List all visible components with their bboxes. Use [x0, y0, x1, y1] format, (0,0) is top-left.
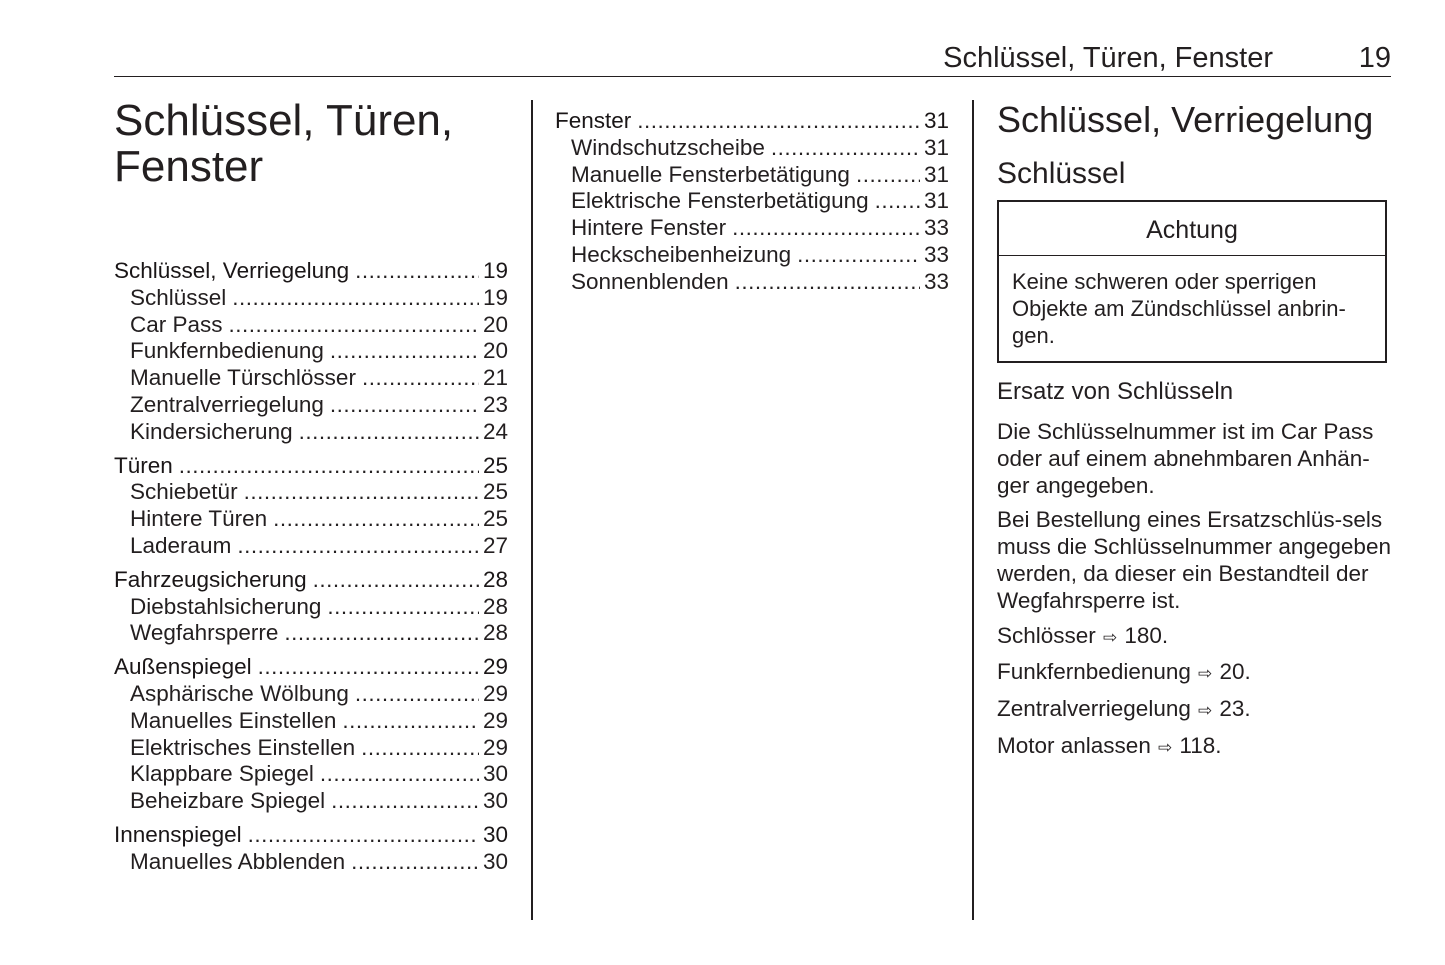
toc-entry-label: Schiebetür: [130, 479, 238, 505]
toc-entry-label: Wegfahrsperre: [130, 620, 279, 646]
toc-entry-label: Asphärische Wölbung: [130, 680, 349, 706]
toc-entry-label: Klappbare Spiegel: [130, 761, 314, 787]
toc-entry-label: Außenspiegel: [114, 654, 252, 680]
toc-entry[interactable]: [555, 269, 949, 296]
toc-entry[interactable]: [114, 419, 508, 446]
toc-entry-page: 19: [482, 258, 508, 283]
toc-leader-dots: [248, 822, 479, 849]
toc-leader-dots: [330, 392, 479, 419]
warning-text: Keine schweren oder sperrigen Objekte am Zündschlüssel anbrin-gen.: [1012, 269, 1346, 348]
toc-entry-label: Windschutzscheibe: [571, 134, 765, 160]
toc-section-entry[interactable]: [114, 258, 508, 285]
toc-entry[interactable]: [114, 365, 508, 392]
toc-entry[interactable]: [114, 285, 508, 312]
toc-entry-label: Elektrische Fensterbetätigung: [571, 188, 869, 214]
toc-leader-dots: [330, 338, 479, 365]
ref-label: Motor anlassen: [997, 732, 1151, 758]
ref-label: Schlösser: [997, 622, 1096, 648]
section-subheading: Schlüssel: [997, 157, 1126, 190]
toc-entry[interactable]: [555, 242, 949, 269]
toc-entry-label: Beheizbare Spiegel: [130, 788, 326, 814]
toc-entry-label: Manuelles Einstellen: [130, 707, 337, 733]
toc-entry-page: 25: [482, 452, 508, 478]
toc-section-entry[interactable]: [555, 108, 949, 135]
toc-entry-label: Schlüssel: [130, 284, 227, 310]
toc-entry[interactable]: [114, 479, 508, 506]
toc-leader-dots: [856, 162, 920, 189]
toc-entry-page: 24: [482, 418, 508, 444]
ref-label: Zentralverriegelung: [997, 696, 1191, 722]
chapter-title-line1: Schlüssel, Türen,: [114, 96, 454, 145]
toc-group: [114, 654, 508, 815]
toc-entry-label: Hintere Türen: [130, 506, 268, 532]
toc-entry-page: 27: [482, 532, 508, 558]
toc-leader-dots: [327, 594, 479, 621]
toc-entry-page: 30: [482, 761, 508, 787]
toc-leader-dots: [179, 453, 479, 480]
toc-section-entry[interactable]: [114, 822, 508, 849]
toc-entry-page: 29: [482, 654, 508, 680]
toc-entry-page: 31: [923, 108, 949, 133]
toc-entry[interactable]: [114, 849, 508, 876]
toc-leader-dots: [244, 479, 479, 506]
toc-leader-dots: [284, 620, 479, 647]
toc-section-entry[interactable]: [114, 453, 508, 480]
toc-entry[interactable]: [114, 312, 508, 339]
toc-entry-label: Fenster: [555, 108, 632, 133]
column-divider-right: [972, 100, 974, 920]
toc-leader-dots: [351, 849, 479, 876]
toc-entry[interactable]: [555, 215, 949, 242]
chapter-title: [114, 98, 514, 190]
toc-entry-page: 20: [482, 338, 508, 364]
cross-reference[interactable]: [997, 659, 1391, 688]
ref-target: 23.: [1219, 696, 1251, 722]
toc-leader-dots: [732, 215, 920, 242]
toc-entry-label: Schlüssel, Verriegelung: [114, 258, 350, 283]
toc-entry-label: Manuelle Fensterbetätigung: [571, 161, 850, 187]
toc-group: [114, 258, 508, 446]
toc-entry-label: Fahrzeugsicherung: [114, 566, 307, 592]
toc-entry-page: 30: [482, 788, 508, 814]
toc-entry[interactable]: [114, 788, 508, 815]
toc-entry-label: Hintere Fenster: [571, 215, 727, 241]
toc-entry-page: 29: [482, 680, 508, 706]
toc-leader-dots: [229, 312, 479, 339]
toc-entry-label: Manuelle Türschlösser: [130, 365, 356, 391]
arrow-right-icon: ⇨: [1198, 664, 1213, 684]
paragraph: Bei Bestellung eines Ersatzschlüs-sels muss die Schlüsselnummer angegeben werden, da dieser ein Bestandteil der Wegfahrsperre ist.: [997, 507, 1391, 613]
toc-entry-label: Kindersicherung: [130, 418, 293, 444]
toc-leader-dots: [355, 681, 479, 708]
arrow-right-icon: ⇨: [1198, 701, 1213, 721]
toc-leader-dots: [361, 735, 479, 762]
toc-entry-label: Funkfernbedienung: [130, 338, 324, 364]
running-header: [114, 40, 1391, 77]
ref-target: 118.: [1179, 732, 1222, 758]
toc-group: [114, 567, 508, 647]
toc-entry[interactable]: [114, 620, 508, 647]
arrow-right-icon: ⇨: [1102, 627, 1118, 647]
toc-group: [555, 108, 949, 296]
toc-entry[interactable]: [114, 681, 508, 708]
toc-entry-label: Elektrisches Einstellen: [130, 734, 356, 760]
toc-leader-dots: [320, 761, 479, 788]
arrow-right-icon: ⇨: [1157, 737, 1173, 757]
toc-entry-page: 28: [482, 620, 508, 646]
warning-title: Achtung: [999, 202, 1385, 256]
toc-entry[interactable]: [114, 533, 508, 560]
toc-entry-label: Diebstahlsicherung: [130, 593, 322, 619]
toc-leader-dots: [331, 788, 479, 815]
toc-entry-label: Türen: [114, 452, 173, 478]
toc-entry-page: 28: [482, 593, 508, 619]
toc-entry-page: 31: [923, 188, 949, 214]
running-header-title: Schlüssel, Türen, Fenster: [943, 42, 1273, 74]
toc-leader-dots: [771, 135, 920, 162]
toc-leader-dots: [355, 258, 479, 285]
toc-leader-dots: [258, 654, 479, 681]
toc-section-entry[interactable]: [114, 567, 508, 594]
toc-leader-dots: [342, 708, 479, 735]
toc-leader-dots: [313, 567, 479, 594]
toc-entry[interactable]: [114, 594, 508, 621]
section-heading: Schlüssel, Verriegelung: [997, 99, 1374, 140]
ref-label: Funkfernbedienung: [997, 659, 1191, 685]
cross-reference[interactable]: [997, 733, 1391, 762]
toc-entry-page: 21: [482, 365, 508, 391]
toc-entry-page: 19: [482, 284, 508, 310]
toc-entry-page: 33: [923, 215, 949, 241]
toc-entry[interactable]: [555, 162, 949, 189]
toc-entry-page: 31: [923, 134, 949, 160]
toc-entry-page: 29: [482, 707, 508, 733]
cross-reference[interactable]: [997, 696, 1391, 725]
subsection-heading: Ersatz von Schlüsseln: [997, 378, 1234, 405]
toc-leader-dots: [232, 285, 479, 312]
toc-entry-page: 25: [482, 506, 508, 532]
toc-entry-page: 33: [923, 241, 949, 267]
toc-entry-page: 31: [923, 161, 949, 187]
warning-box: [997, 200, 1387, 363]
toc-entry[interactable]: [114, 506, 508, 533]
toc-section-entry[interactable]: [114, 654, 508, 681]
toc-leader-dots: [797, 242, 920, 269]
ref-target: 20.: [1219, 659, 1251, 685]
toc-entry[interactable]: [114, 708, 508, 735]
toc-entry-label: Manuelles Abblenden: [130, 848, 346, 874]
toc-middle-column: [555, 108, 949, 303]
ref-target: 180.: [1124, 622, 1169, 648]
toc-group: [114, 453, 508, 560]
toc-entry-label: Innenspiegel: [114, 821, 242, 847]
toc-entry[interactable]: [114, 761, 508, 788]
toc-entry-label: Car Pass: [130, 311, 223, 337]
section-content: [997, 98, 1391, 770]
toc-entry[interactable]: [555, 188, 949, 215]
column-divider-left: [531, 100, 533, 920]
cross-reference[interactable]: [997, 623, 1391, 652]
toc-leader-dots: [637, 108, 920, 135]
toc-entry-page: 20: [482, 311, 508, 337]
page-number: 19: [1358, 42, 1391, 74]
toc-leader-dots: [735, 269, 920, 296]
toc-entry-label: Heckscheibenheizung: [571, 241, 792, 267]
toc-entry-label: Laderaum: [130, 532, 232, 558]
toc-group: [114, 822, 508, 876]
toc-entry[interactable]: [114, 392, 508, 419]
toc-leader-dots: [362, 365, 479, 392]
toc-leader-dots: [237, 533, 479, 560]
toc-entry-page: 28: [482, 566, 508, 592]
toc-entry-page: 29: [482, 734, 508, 760]
chapter-title-line2: Fenster: [114, 142, 264, 191]
toc-leader-dots: [273, 506, 479, 533]
paragraph: Die Schlüsselnummer ist im Car Pass oder auf einem abnehmbaren Anhän-ger angegeben.: [997, 419, 1374, 498]
toc-entry[interactable]: [114, 338, 508, 365]
toc-entry-label: Zentralverriegelung: [130, 391, 324, 417]
toc-leader-dots: [299, 419, 479, 446]
toc-entry-page: 33: [923, 268, 949, 294]
toc-entry-page: 23: [482, 391, 508, 417]
toc-entry-label: Sonnenblenden: [571, 268, 729, 294]
toc-entry[interactable]: [114, 735, 508, 762]
toc-entry-page: 30: [482, 848, 508, 874]
toc-leader-dots: [875, 188, 920, 215]
toc-entry[interactable]: [555, 135, 949, 162]
toc-entry-page: 30: [482, 821, 508, 847]
toc-left-column: [114, 258, 508, 883]
toc-entry-page: 25: [482, 479, 508, 505]
